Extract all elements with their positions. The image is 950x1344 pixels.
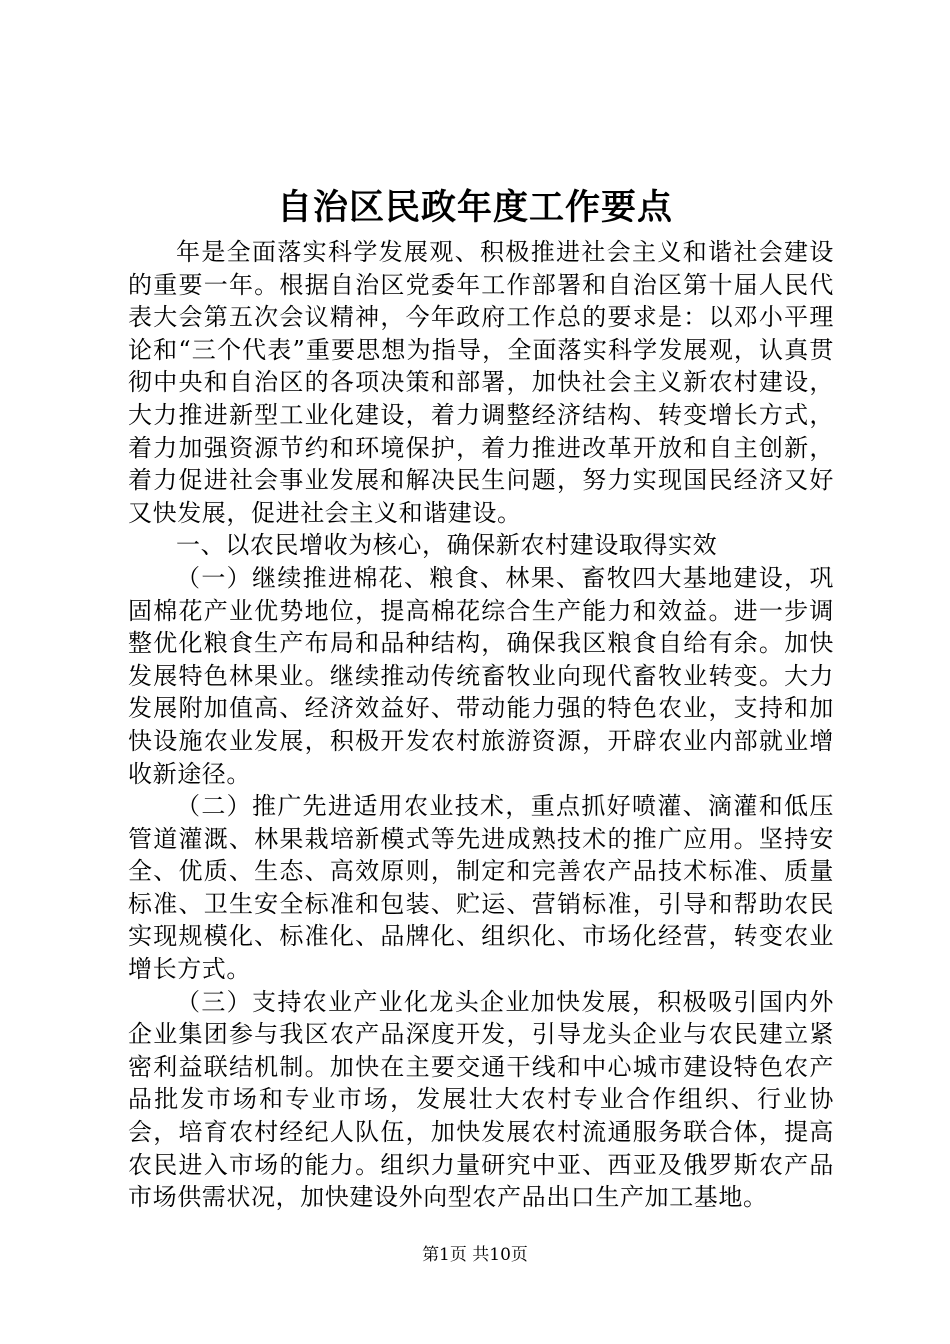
paragraph-item-3: （三）支持农业产业化龙头企业加快发展，积极吸引国内外企业集团参与我区农产品深度开发，引导龙头企业与农民建立紧密利益联结机制。加快在主要交通干线和中心城市建设特色农产品批发市场和专业市场，发展壮大农村专业合作组织、行业协会，培育农村经纪人队伍，加快发展农村流通服务联合体，提高农民进入市场的能力。组织力量研究中亚、西亚及俄罗斯农产品市场供需状况，加快建设外向型农产品出口生产加工基地。	[128, 987, 834, 1212]
page-number-footer: 第1页 共10页	[422, 1245, 528, 1265]
document-title: 自治区民政年度工作要点	[276, 187, 673, 228]
document-body	[128, 236, 834, 1214]
paragraph-item-2: （二）推广先进适用农业技术，重点抓好喷灌、滴灌和低压管道灌溉、林果栽培新模式等先进成熟技术的推广应用。坚持安全、优质、生态、高效原则，制定和完善农产品技术标准、质量标准、卫生安全标准和包装、贮运、营销标准，引导和帮助农民实现规模化、标准化、品牌化、组织化、市场化经营，转变农业增长方式。	[128, 792, 834, 984]
intro-paragraph: 年是全面落实科学发展观、积极推进社会主义和谐社会建设的重要一年。根据自治区党委年工作部署和自治区第十届人民代表大会第五次会议精神，今年政府工作总的要求是：以邓小平理论和“三个代表”重要思想为指导，全面落实科学发展观，认真贯彻中央和自治区的各项决策和部署，加快社会主义新农村建设，大力推进新型工业化建设，着力调整经济结构、转变增长方式，着力加强资源节约和环境保护，着力推进改革开放和自主创新，着力促进社会事业发展和解决民生问题，努力实现国民经济又好又快发展，促进社会主义和谐建设。	[128, 238, 834, 527]
paragraph-item-1: （一）继续推进棉花、粮食、林果、畜牧四大基地建设，巩固棉花产业优势地位，提高棉花综合生产能力和效益。进一步调整优化粮食生产布局和品种结构，确保我区粮食自给有余。加快发展特色林果业。继续推动传统畜牧业向现代畜牧业转变。大力发展附加值高、经济效益好、带动能力强的特色农业，支持和加快设施农业发展，积极开发农村旅游资源，开辟农业内部就业增收新途径。	[128, 563, 834, 788]
section-heading-1: 一、以农民增收为核心，确保新农村建设取得实效	[176, 531, 718, 560]
